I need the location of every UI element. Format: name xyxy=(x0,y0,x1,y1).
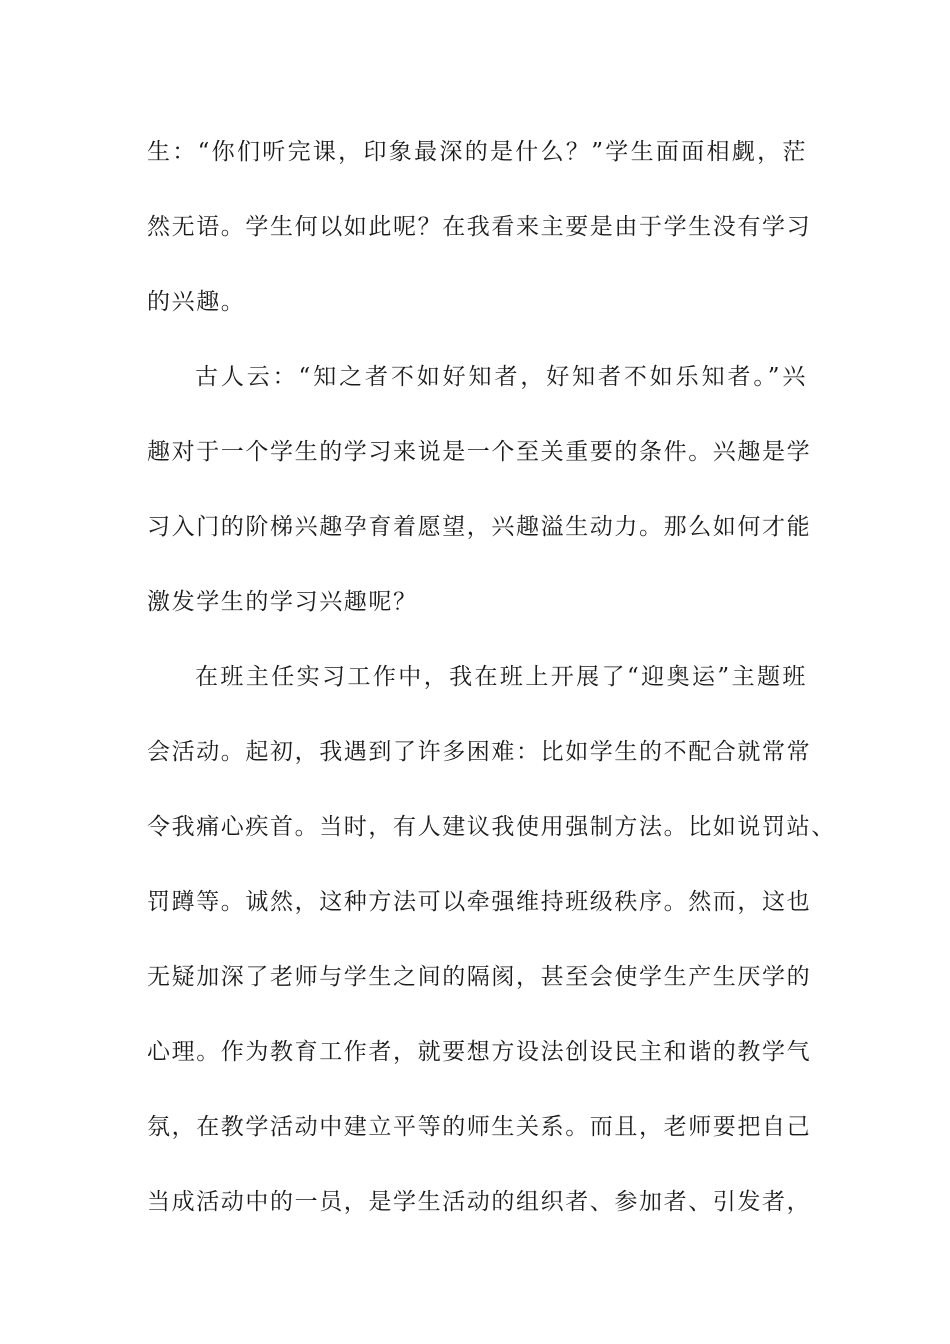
text-line: 无疑加深了老师与学生之间的隔阂，甚至会使学生产生厌学的 xyxy=(147,964,812,990)
text-line: 令我痛心疾首。当时，有人建议我使用强制方法。比如说罚站、 xyxy=(147,814,836,840)
text-line: 的兴趣。 xyxy=(147,289,246,315)
text-line: 生：“你们听完课，印象最深的是什么？”学生面面相觑，茫 xyxy=(147,139,807,165)
text-line: 罚蹲等。诚然，这种方法可以牵强维持班级秩序。然而，这也 xyxy=(147,889,812,915)
text-line: 会活动。起初，我遇到了许多困难：比如学生的不配合就常常 xyxy=(147,739,812,765)
text-line: 氛，在教学活动中建立平等的师生关系。而且，老师要把自己 xyxy=(147,1114,812,1140)
text-line: 心理。作为教育工作者，就要想方设法创设民主和谐的教学气 xyxy=(147,1039,812,1065)
paragraph-first-line: 古人云：“知之者不如好知者，好知者不如乐知者。”兴 xyxy=(195,364,807,390)
text-line: 当成活动中的一员，是学生活动的组织者、参加者、引发者， xyxy=(147,1189,812,1215)
text-line: 激发学生的学习兴趣呢？ xyxy=(147,589,418,615)
text-line: 趣对于一个学生的学习来说是一个至关重要的条件。兴趣是学 xyxy=(147,439,812,465)
paragraph-first-line: 在班主任实习工作中，我在班上开展了“迎奥运”主题班 xyxy=(195,664,807,690)
text-line: 然无语。学生何以如此呢？在我看来主要是由于学生没有学习 xyxy=(147,214,812,240)
text-line: 习入门的阶梯兴趣孕育着愿望，兴趣溢生动力。那么如何才能 xyxy=(147,514,812,540)
